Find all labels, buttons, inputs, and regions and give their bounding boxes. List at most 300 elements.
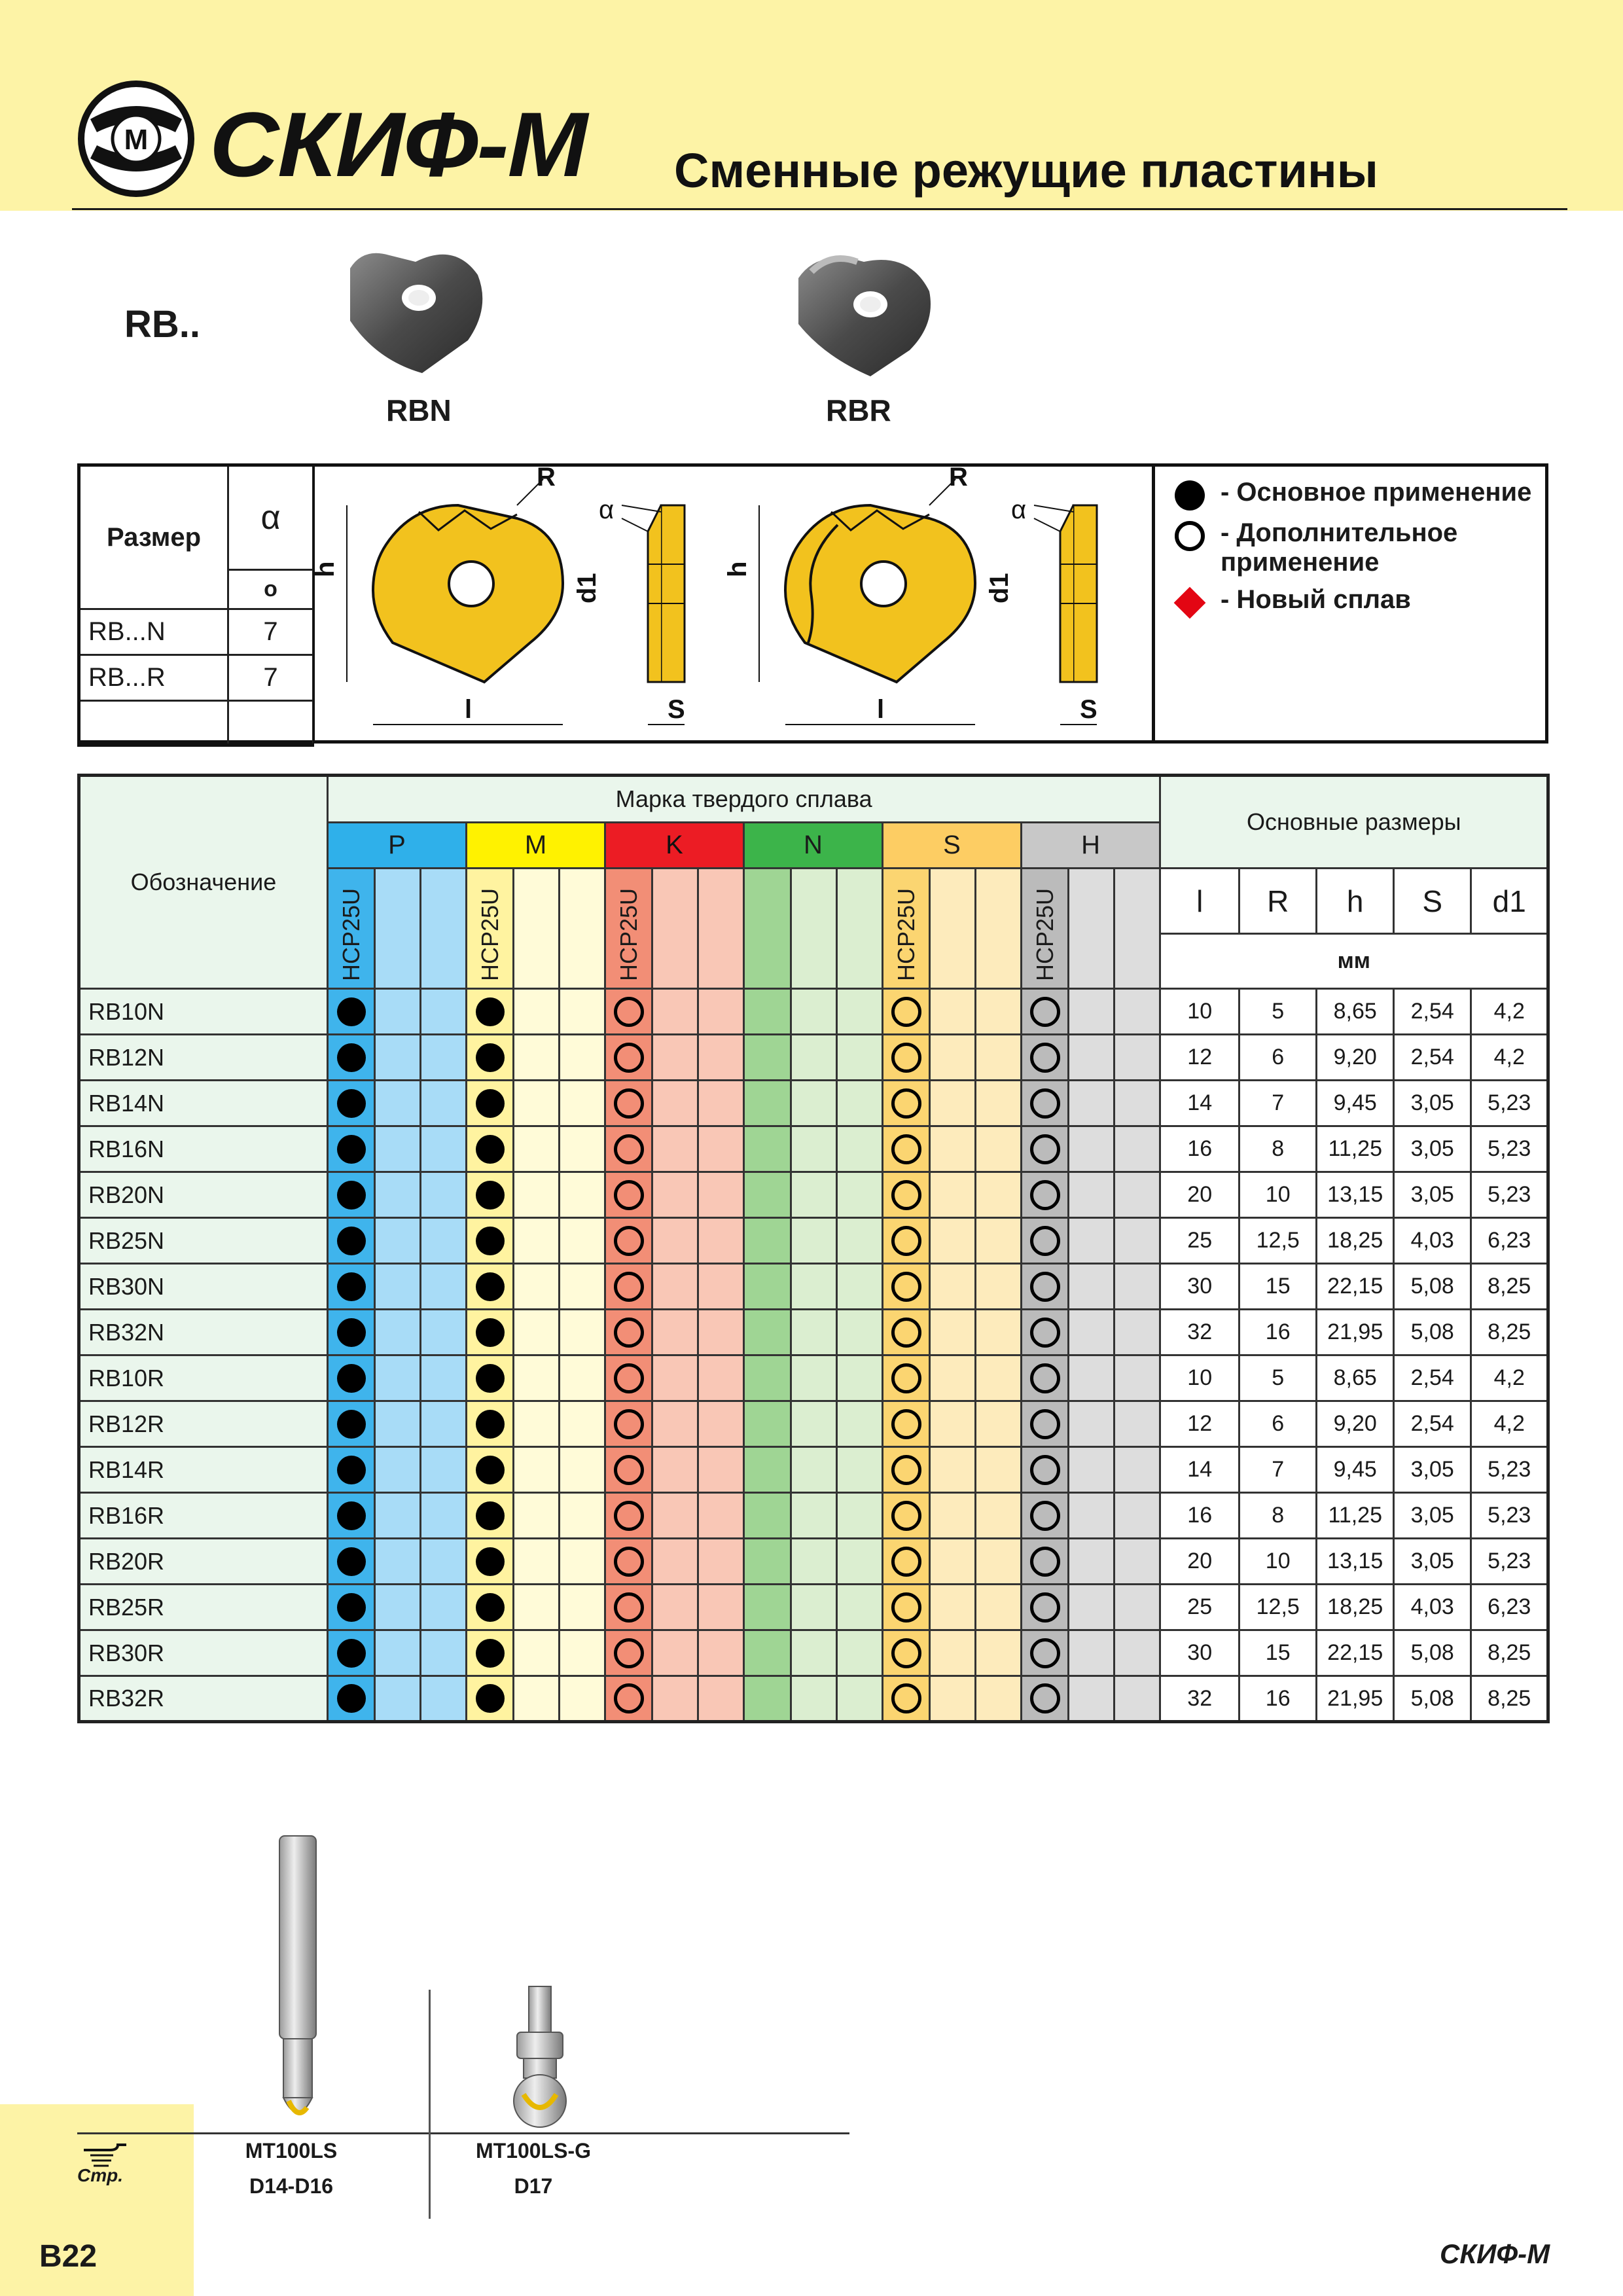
dim-cell-r: 5 <box>1240 989 1317 1035</box>
dim-cell-h: 22,15 <box>1317 1264 1394 1310</box>
dim-cell-d1: 5,23 <box>1471 1126 1548 1172</box>
empty-mark-cell <box>1115 1447 1160 1493</box>
empty-mark-cell <box>744 1493 791 1539</box>
mt100ls-g-tool-icon <box>504 1983 576 2127</box>
empty-mark-cell <box>652 1126 698 1172</box>
empty-mark-cell <box>652 1401 698 1447</box>
empty-mark-cell <box>791 1355 837 1401</box>
empty-mark-cell <box>791 1172 837 1218</box>
empty-mark-cell <box>1069 1081 1115 1126</box>
application-mark-cell <box>1022 1264 1069 1310</box>
ring-icon <box>614 1088 644 1119</box>
dim-l-label: l <box>465 695 473 724</box>
empty-mark-cell <box>744 1035 791 1081</box>
empty-mark-cell <box>791 1081 837 1126</box>
insert-geometry-drawing <box>311 463 1149 741</box>
designation-cell: RB30R <box>79 1630 328 1676</box>
dim-cell-s: 3,05 <box>1394 1081 1471 1126</box>
dim-cell-r: 8 <box>1240 1493 1317 1539</box>
designation-cell: RB25N <box>79 1218 328 1264</box>
empty-mark-cell <box>421 1081 467 1126</box>
empty-mark-cell <box>652 1493 698 1539</box>
ring-icon <box>614 1318 644 1348</box>
application-mark-cell <box>467 1081 514 1126</box>
filled-circle-icon <box>1175 480 1205 511</box>
empty-mark-cell <box>930 1401 976 1447</box>
geometry-table <box>77 463 314 747</box>
empty-mark-cell <box>1115 1218 1160 1264</box>
empty-mark-cell <box>698 1264 744 1310</box>
empty-mark-cell <box>1069 1264 1115 1310</box>
ring-icon <box>1030 1226 1060 1256</box>
application-mark-cell <box>883 1081 930 1126</box>
application-mark-cell <box>883 1630 930 1676</box>
dim-alpha-label: α <box>599 495 615 524</box>
empty-mark-cell <box>744 1218 791 1264</box>
table-row <box>79 1493 1548 1539</box>
empty-mark-cell <box>698 1585 744 1630</box>
dim-cell-r: 5 <box>1240 1355 1317 1401</box>
empty-mark-cell <box>744 1676 791 1722</box>
empty-mark-cell <box>375 1539 421 1585</box>
empty-mark-cell <box>930 1493 976 1539</box>
empty-mark-cell <box>1069 1676 1115 1722</box>
ring-icon <box>1030 1272 1060 1302</box>
empty-mark-cell <box>421 1264 467 1310</box>
empty-mark-cell <box>791 1630 837 1676</box>
empty-mark-cell <box>421 1676 467 1722</box>
filled-circle-icon <box>337 1547 366 1576</box>
ring-icon <box>1030 1180 1060 1210</box>
dim-cell-d1: 5,23 <box>1471 1539 1548 1585</box>
empty-mark-cell <box>698 1355 744 1401</box>
ring-icon <box>614 1043 644 1073</box>
empty-mark-cell <box>744 989 791 1035</box>
ring-icon <box>614 1547 644 1577</box>
empty-mark-cell <box>837 1035 883 1081</box>
empty-mark-cell <box>976 1218 1022 1264</box>
dim-alpha-label: α <box>1011 495 1027 524</box>
empty-mark-cell <box>421 1172 467 1218</box>
application-mark-cell <box>1022 1539 1069 1585</box>
filled-circle-icon <box>476 1272 505 1301</box>
empty-mark-cell <box>375 1493 421 1539</box>
empty-mark-cell <box>930 1264 976 1310</box>
ring-icon <box>891 1043 921 1073</box>
brand-name: СКИФ-М <box>209 93 586 196</box>
dim-cell-d1: 5,23 <box>1471 1172 1548 1218</box>
empty-mark-cell <box>698 1401 744 1447</box>
ring-icon <box>614 1638 644 1668</box>
grade-header-empty <box>744 869 791 989</box>
application-mark-cell <box>883 1447 930 1493</box>
filled-circle-icon <box>337 1593 366 1622</box>
ring-icon <box>1030 1455 1060 1485</box>
application-mark-cell <box>1022 1218 1069 1264</box>
application-mark-cell <box>328 1310 375 1355</box>
empty-mark-cell <box>1069 1447 1115 1493</box>
empty-mark-cell <box>560 1355 605 1401</box>
group-header-m: M <box>467 823 605 869</box>
dim-cell-s: 3,05 <box>1394 1447 1471 1493</box>
dim-cell-d1: 6,23 <box>1471 1218 1548 1264</box>
empty-mark-cell <box>652 1310 698 1355</box>
empty-mark-cell <box>375 1081 421 1126</box>
empty-mark-cell <box>976 1035 1022 1081</box>
table-row <box>79 1585 1548 1630</box>
empty-mark-cell <box>421 1310 467 1355</box>
dim-h-label: h <box>311 561 340 577</box>
application-mark-cell <box>1022 1126 1069 1172</box>
application-mark-cell <box>605 1630 652 1676</box>
inserts-table <box>77 774 1550 1723</box>
filled-circle-icon <box>337 1639 366 1668</box>
dim-cell-s: 3,05 <box>1394 1539 1471 1585</box>
tool-range: D17 <box>514 2174 553 2198</box>
tool-name: MT100LS <box>245 2139 338 2162</box>
filled-circle-icon <box>337 1089 366 1118</box>
family-label: RB.. <box>124 303 200 346</box>
empty-mark-cell <box>514 1126 560 1172</box>
application-mark-cell <box>883 1355 930 1401</box>
empty-mark-cell <box>421 1218 467 1264</box>
designation-cell: RB32R <box>79 1676 328 1722</box>
empty-mark-cell <box>744 1081 791 1126</box>
grade-header-empty <box>375 869 421 989</box>
empty-mark-cell <box>375 1447 421 1493</box>
logo-icon <box>77 80 195 198</box>
table-row <box>79 1172 1548 1218</box>
ring-icon <box>1030 1638 1060 1668</box>
geometry-row-alpha: 7 <box>228 609 313 655</box>
application-mark-cell <box>328 1585 375 1630</box>
empty-mark-cell <box>375 1630 421 1676</box>
empty-mark-cell <box>1115 1172 1160 1218</box>
application-mark-cell <box>883 1493 930 1539</box>
logo-letter: М <box>124 124 149 156</box>
empty-mark-cell <box>744 1126 791 1172</box>
dim-cell-r: 16 <box>1240 1310 1317 1355</box>
rbr-insert-photo <box>785 245 942 383</box>
empty-mark-cell <box>976 1630 1022 1676</box>
empty-mark-cell <box>652 1264 698 1310</box>
empty-mark-cell <box>560 1676 605 1722</box>
grade-header-empty <box>930 869 976 989</box>
ring-icon <box>614 997 644 1027</box>
empty-mark-cell <box>375 1401 421 1447</box>
designation-cell: RB16N <box>79 1126 328 1172</box>
application-mark-cell <box>883 1310 930 1355</box>
empty-mark-cell <box>1115 1355 1160 1401</box>
empty-mark-cell <box>375 1676 421 1722</box>
ring-icon <box>891 1592 921 1623</box>
table-row <box>79 1630 1548 1676</box>
empty-mark-cell <box>976 1539 1022 1585</box>
table-row <box>79 1218 1548 1264</box>
empty-mark-cell <box>930 989 976 1035</box>
empty-mark-cell <box>375 1172 421 1218</box>
ring-icon <box>891 1409 921 1439</box>
grade-header: HCP25U <box>1022 869 1069 989</box>
dim-cell-d1: 8,25 <box>1471 1264 1548 1310</box>
ring-icon <box>1030 1088 1060 1119</box>
empty-mark-cell <box>791 1539 837 1585</box>
ring-icon <box>891 997 921 1027</box>
ring-icon <box>614 1134 644 1164</box>
grade-header-empty <box>1115 869 1160 989</box>
designation-cell: RB16R <box>79 1493 328 1539</box>
ring-icon <box>1175 521 1205 551</box>
dim-cell-d1: 4,2 <box>1471 1355 1548 1401</box>
empty-mark-cell <box>930 1172 976 1218</box>
empty-mark-cell <box>421 1493 467 1539</box>
empty-mark-cell <box>791 1264 837 1310</box>
empty-mark-cell <box>421 1035 467 1081</box>
dim-cell-r: 6 <box>1240 1035 1317 1081</box>
filled-circle-icon <box>476 1318 505 1347</box>
ring-icon <box>891 1547 921 1577</box>
application-mark-cell <box>328 1447 375 1493</box>
empty-mark-cell <box>1069 1493 1115 1539</box>
empty-mark-cell <box>375 1035 421 1081</box>
empty-mark-cell <box>976 1264 1022 1310</box>
footer-divider <box>77 2132 849 2134</box>
application-mark-cell <box>467 1355 514 1401</box>
dim-r-label: R <box>537 463 556 492</box>
application-mark-cell <box>1022 1081 1069 1126</box>
empty-mark-cell <box>652 1172 698 1218</box>
empty-mark-cell <box>514 1401 560 1447</box>
application-mark-cell <box>605 989 652 1035</box>
empty-mark-cell <box>976 1081 1022 1126</box>
ring-icon <box>1030 1363 1060 1393</box>
filled-circle-icon <box>476 1410 505 1439</box>
dim-cell-l: 25 <box>1160 1585 1240 1630</box>
empty-mark-cell <box>560 1081 605 1126</box>
filled-circle-icon <box>476 1684 505 1713</box>
empty-mark-cell <box>744 1401 791 1447</box>
empty-mark-cell <box>560 1493 605 1539</box>
empty-mark-cell <box>560 1218 605 1264</box>
dim-cell-s: 5,08 <box>1394 1676 1471 1722</box>
dim-cell-h: 13,15 <box>1317 1172 1394 1218</box>
header-divider <box>72 208 1567 210</box>
ring-icon <box>1030 1043 1060 1073</box>
filled-circle-icon <box>337 1043 366 1072</box>
empty-mark-cell <box>698 1218 744 1264</box>
legend-primary-text: - Основное применение <box>1221 478 1532 507</box>
grade-header-empty <box>976 869 1022 989</box>
table-row <box>79 1035 1548 1081</box>
empty-mark-cell <box>791 1447 837 1493</box>
filled-circle-icon <box>476 1364 505 1393</box>
filled-circle-icon <box>476 1593 505 1622</box>
application-mark-cell <box>1022 1447 1069 1493</box>
ring-icon <box>614 1272 644 1302</box>
alloy-header: Марка твердого сплава <box>328 776 1160 823</box>
empty-mark-cell <box>698 1630 744 1676</box>
empty-mark-cell <box>930 1218 976 1264</box>
empty-mark-cell <box>514 1081 560 1126</box>
empty-mark-cell <box>1115 1493 1160 1539</box>
empty-mark-cell <box>791 1310 837 1355</box>
filled-circle-icon <box>337 1272 366 1301</box>
application-mark-cell <box>328 1172 375 1218</box>
application-mark-cell <box>605 1585 652 1630</box>
application-mark-cell <box>467 1035 514 1081</box>
empty-mark-cell <box>1069 1355 1115 1401</box>
dim-cell-r: 12,5 <box>1240 1218 1317 1264</box>
dim-cell-s: 2,54 <box>1394 1401 1471 1447</box>
empty-mark-cell <box>1069 1035 1115 1081</box>
tool-name: MT100LS-G <box>475 2139 592 2162</box>
degree-unit: о <box>228 570 313 609</box>
application-mark-cell <box>328 1676 375 1722</box>
dim-cell-h: 11,25 <box>1317 1126 1394 1172</box>
dim-cell-h: 8,65 <box>1317 1355 1394 1401</box>
filled-circle-icon <box>476 1456 505 1484</box>
empty-mark-cell <box>421 1401 467 1447</box>
application-mark-cell <box>883 1539 930 1585</box>
application-mark-cell <box>328 1264 375 1310</box>
legend-primary <box>1175 478 1541 511</box>
application-mark-cell <box>605 1081 652 1126</box>
geometry-row-name: RB...R <box>79 655 228 701</box>
dim-d1-label: d1 <box>573 573 601 603</box>
dim-cell-s: 5,08 <box>1394 1264 1471 1310</box>
dim-cell-h: 21,95 <box>1317 1310 1394 1355</box>
empty-mark-cell <box>837 1401 883 1447</box>
empty-mark-cell <box>1069 1310 1115 1355</box>
ring-icon <box>614 1226 644 1256</box>
unit-label: мм <box>1160 934 1548 989</box>
empty-mark-cell <box>791 1676 837 1722</box>
empty-mark-cell <box>375 1355 421 1401</box>
ring-icon <box>1030 1134 1060 1164</box>
designation-cell: RB25R <box>79 1585 328 1630</box>
empty-mark-cell <box>698 1676 744 1722</box>
empty-mark-cell <box>1115 1630 1160 1676</box>
empty-mark-cell <box>930 1585 976 1630</box>
grade-header: HCP25U <box>605 869 652 989</box>
empty-mark-cell <box>744 1539 791 1585</box>
ring-icon <box>891 1318 921 1348</box>
dim-col-header: d1 <box>1471 869 1548 934</box>
application-mark-cell <box>328 1401 375 1447</box>
filled-circle-icon <box>337 1181 366 1210</box>
empty-mark-cell <box>698 989 744 1035</box>
application-mark-cell <box>605 1218 652 1264</box>
filled-circle-icon <box>337 1410 366 1439</box>
empty-mark-cell <box>698 1447 744 1493</box>
application-mark-cell <box>467 1676 514 1722</box>
designation-cell: RB20N <box>79 1172 328 1218</box>
empty-mark-cell <box>1115 989 1160 1035</box>
application-mark-cell <box>328 1081 375 1126</box>
empty-mark-cell <box>837 1630 883 1676</box>
application-mark-cell <box>328 1539 375 1585</box>
dim-cell-h: 9,20 <box>1317 1401 1394 1447</box>
grade-header-empty <box>791 869 837 989</box>
empty-mark-cell <box>698 1035 744 1081</box>
dim-cell-h: 22,15 <box>1317 1630 1394 1676</box>
empty-mark-cell <box>976 989 1022 1035</box>
empty-mark-cell <box>1069 1172 1115 1218</box>
dim-cell-r: 6 <box>1240 1401 1317 1447</box>
grade-header-empty <box>1069 869 1115 989</box>
empty-mark-cell <box>652 1218 698 1264</box>
dim-cell-l: 32 <box>1160 1676 1240 1722</box>
empty-mark-cell <box>1069 1539 1115 1585</box>
application-mark-cell <box>467 1585 514 1630</box>
dim-cell-l: 10 <box>1160 989 1240 1035</box>
ring-icon <box>614 1501 644 1531</box>
empty-mark-cell <box>837 1218 883 1264</box>
ring-icon <box>1030 997 1060 1027</box>
empty-mark-cell <box>744 1264 791 1310</box>
dim-cell-h: 18,25 <box>1317 1585 1394 1630</box>
grade-header-empty <box>837 869 883 989</box>
empty-mark-cell <box>930 1676 976 1722</box>
dim-cell-d1: 6,23 <box>1471 1585 1548 1630</box>
empty-mark-cell <box>976 1585 1022 1630</box>
application-mark-cell <box>1022 1035 1069 1081</box>
empty-mark-cell <box>514 989 560 1035</box>
empty-mark-cell <box>514 1493 560 1539</box>
ring-icon <box>614 1363 644 1393</box>
empty-mark-cell <box>744 1585 791 1630</box>
empty-mark-cell <box>1069 1630 1115 1676</box>
dim-cell-l: 14 <box>1160 1447 1240 1493</box>
dim-cell-h: 18,25 <box>1317 1218 1394 1264</box>
designation-cell: RB32N <box>79 1310 328 1355</box>
dim-s-label: S <box>1080 695 1097 724</box>
empty-mark-cell <box>421 1539 467 1585</box>
grade-header-empty <box>421 869 467 989</box>
dim-cell-d1: 4,2 <box>1471 1401 1548 1447</box>
empty-mark-cell <box>375 1585 421 1630</box>
dim-cell-d1: 8,25 <box>1471 1630 1548 1676</box>
ring-icon <box>1030 1409 1060 1439</box>
grade-header-empty <box>560 869 605 989</box>
dim-cell-r: 10 <box>1240 1172 1317 1218</box>
application-mark-cell <box>1022 1630 1069 1676</box>
table-row <box>79 1310 1548 1355</box>
empty-mark-cell <box>560 1401 605 1447</box>
designation-header: Обозначение <box>79 776 328 989</box>
empty-mark-cell <box>1115 1035 1160 1081</box>
dim-col-header: R <box>1240 869 1317 934</box>
empty-mark-cell <box>930 1539 976 1585</box>
dim-cell-r: 12,5 <box>1240 1585 1317 1630</box>
application-mark-cell <box>328 1630 375 1676</box>
empty-mark-cell <box>652 1447 698 1493</box>
filled-circle-icon <box>337 1227 366 1255</box>
dim-col-header: S <box>1394 869 1471 934</box>
grade-header: HCP25U <box>467 869 514 989</box>
application-mark-cell <box>883 1172 930 1218</box>
dim-cell-d1: 5,23 <box>1471 1081 1548 1126</box>
empty-mark-cell <box>976 1310 1022 1355</box>
empty-mark-cell <box>1115 1126 1160 1172</box>
dim-cell-s: 2,54 <box>1394 989 1471 1035</box>
empty-mark-cell <box>791 1401 837 1447</box>
empty-mark-cell <box>560 1172 605 1218</box>
empty-mark-cell <box>514 1676 560 1722</box>
designation-cell: RB30N <box>79 1264 328 1310</box>
empty-mark-cell <box>375 1218 421 1264</box>
empty-mark-cell <box>698 1493 744 1539</box>
